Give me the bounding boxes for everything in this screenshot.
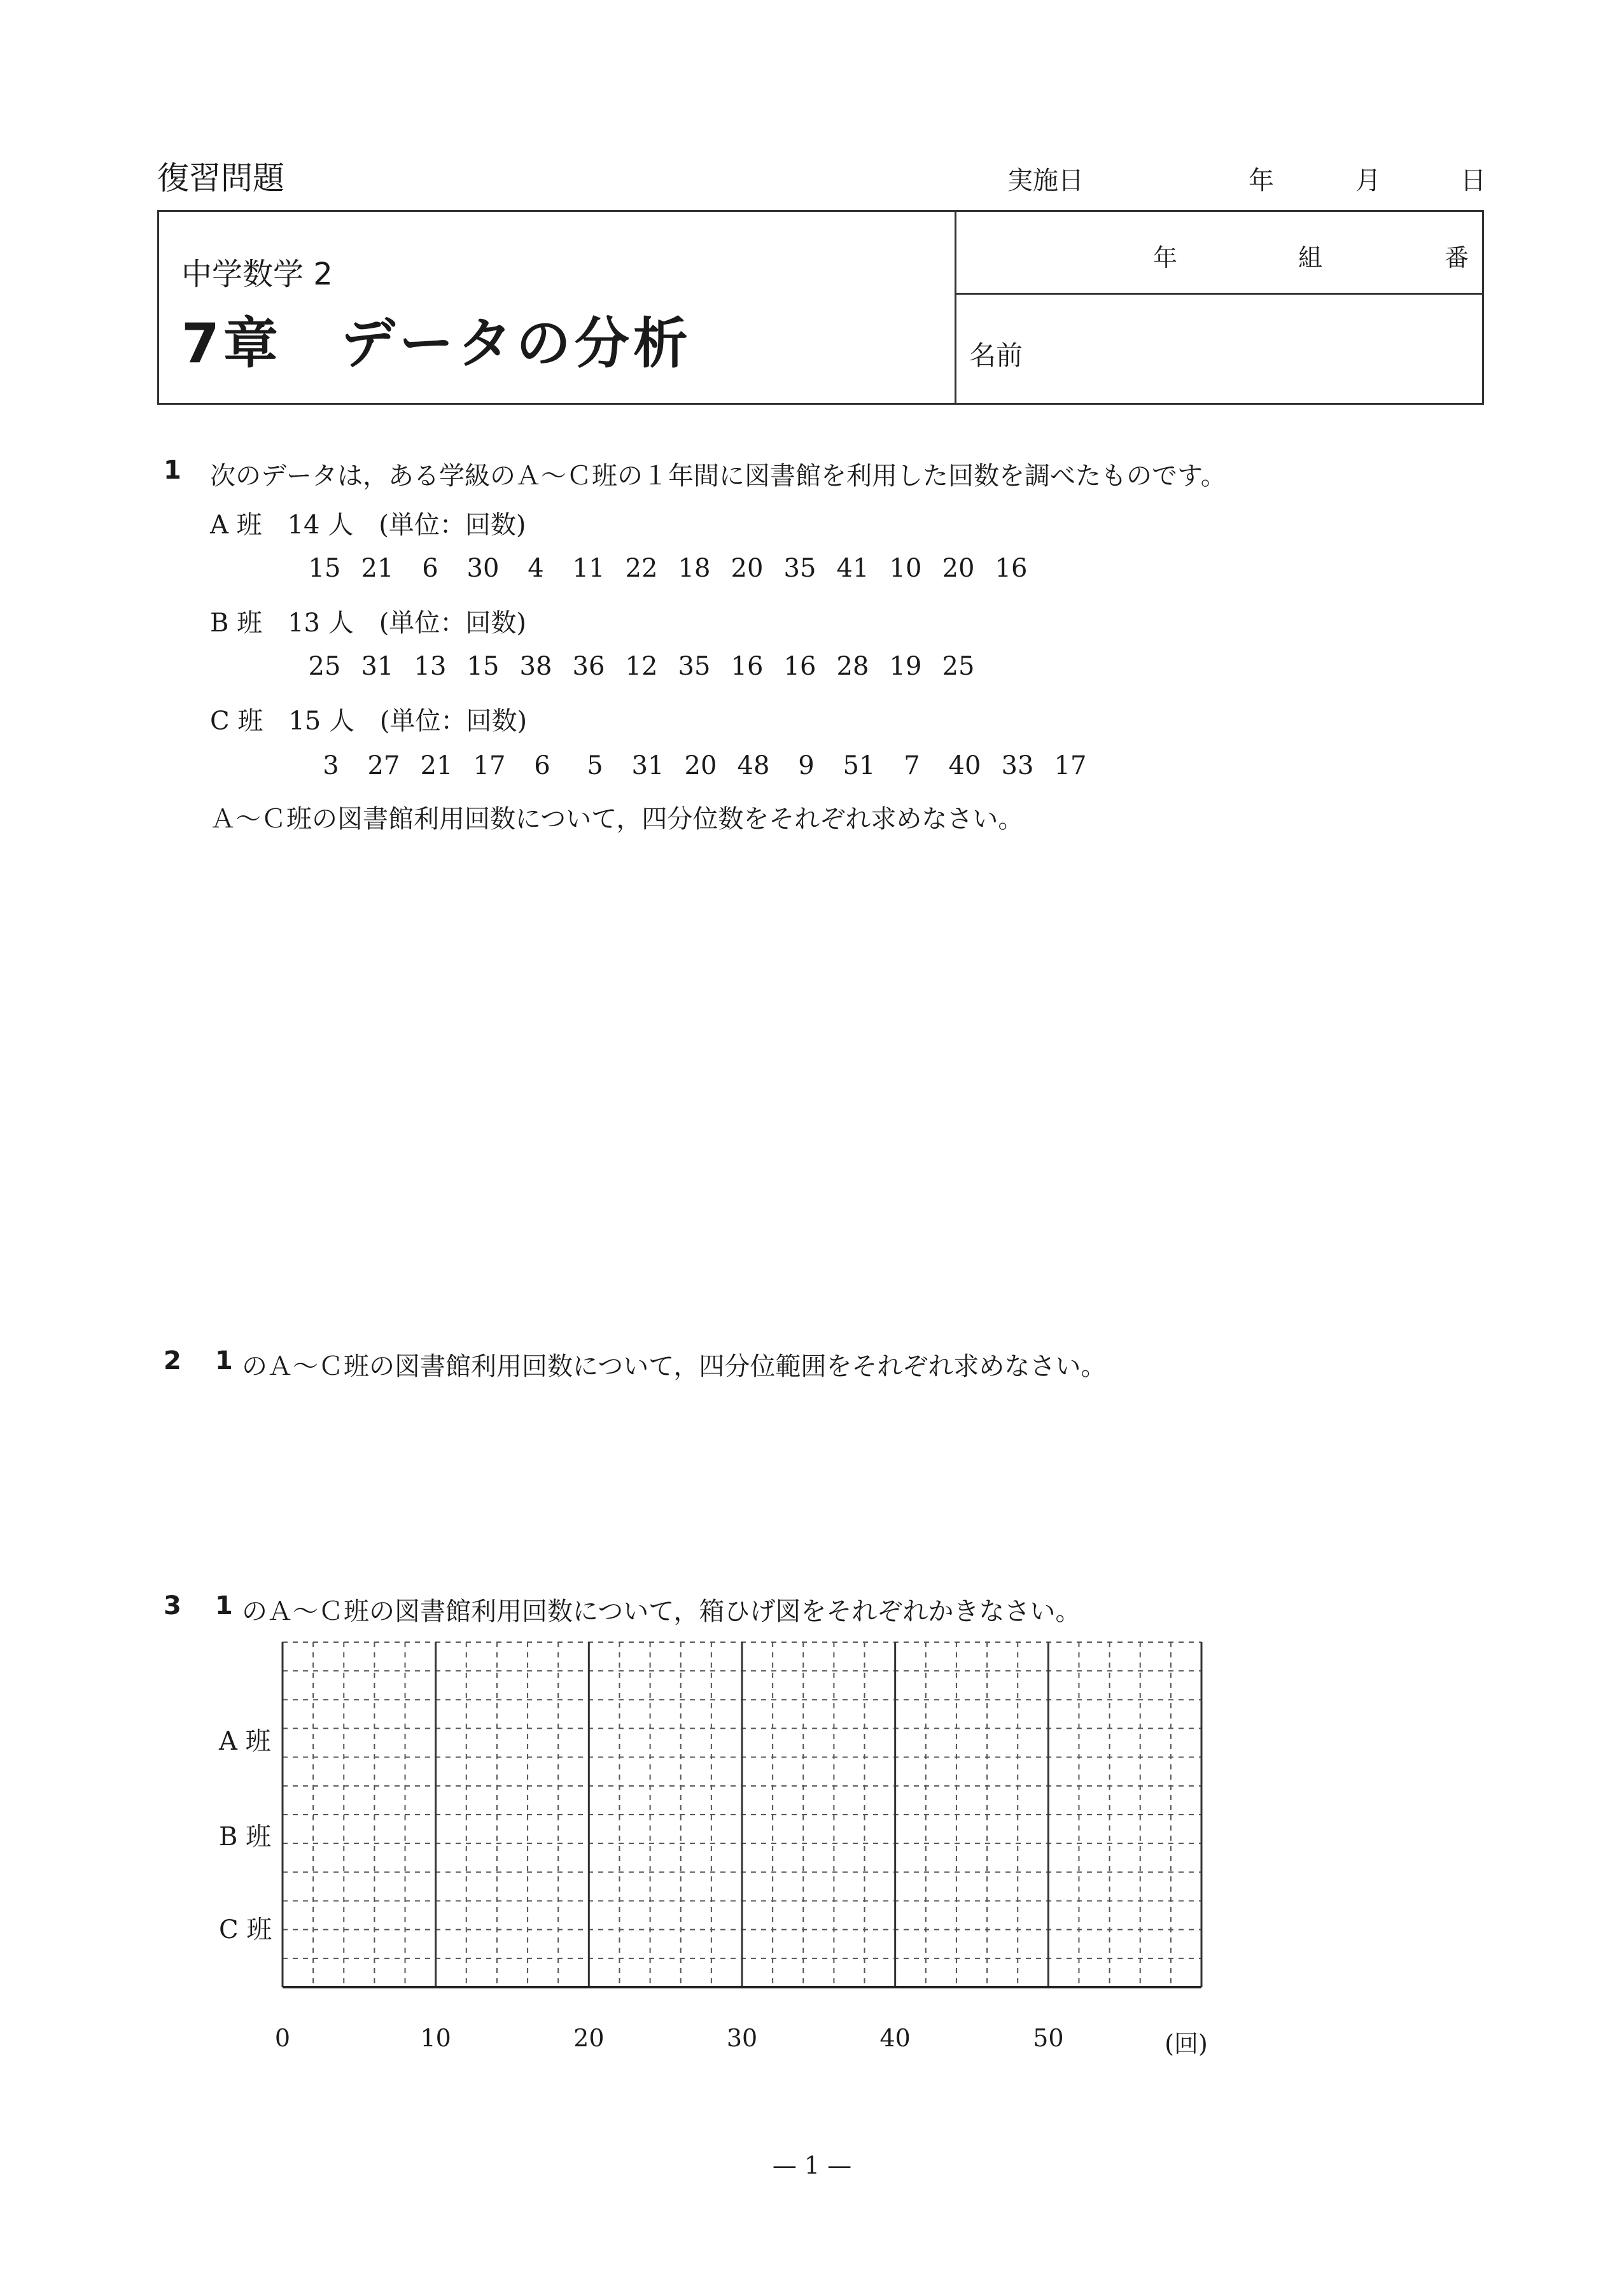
student-name-field[interactable]: 名前: [969, 340, 1023, 371]
grid-x-unit: (回): [1165, 2030, 1208, 2058]
chapter-title: 7章 データの分析: [181, 312, 692, 376]
data-value: 11: [572, 554, 605, 583]
data-value: 22: [625, 554, 658, 583]
data-value: 9: [798, 751, 815, 780]
grid-x-tick-label: 30: [726, 2024, 758, 2052]
data-value: 25: [308, 652, 341, 681]
q1-number: 1: [164, 456, 181, 485]
grid-x-tick-label: 50: [1033, 2024, 1064, 2052]
data-value: 21: [420, 751, 453, 780]
data-value: 28: [836, 652, 869, 681]
q2-text: のＡ～Ｃ班の図書館利用回数について，四分位範囲をそれぞれ求めなさい。: [242, 1352, 1107, 1381]
data-value: 33: [1001, 751, 1034, 780]
q1-intro: 次のデータは，ある学級のＡ～Ｃ班の１年間に図書館を利用した回数を調べたものです。: [210, 461, 1226, 491]
group-c-label: C 班 15 人 (単位：回数): [210, 707, 528, 736]
data-value: 16: [783, 652, 816, 681]
data-value: 20: [942, 554, 975, 583]
grid-row-label-b: B 班: [219, 1822, 272, 1852]
grid-x-tick-label: 20: [573, 2024, 605, 2052]
q3-number: 3: [164, 1591, 181, 1621]
data-value: 3: [323, 751, 339, 780]
date-month-label: 月: [1355, 166, 1381, 195]
data-value: 48: [737, 751, 770, 780]
data-value: 6: [422, 554, 438, 583]
data-value: 21: [361, 554, 394, 583]
data-value: 18: [678, 554, 711, 583]
date-year-label: 年: [1249, 166, 1274, 195]
data-value: 27: [367, 751, 400, 780]
group-a-label: A 班 14 人 (単位：回数): [210, 510, 526, 540]
data-value: 4: [528, 554, 544, 583]
grid-x-tick-label: 40: [879, 2024, 911, 2052]
date-day-label: 日: [1460, 166, 1486, 195]
data-value: 17: [473, 751, 506, 780]
data-value: 30: [466, 554, 500, 583]
data-value: 25: [942, 652, 975, 681]
grid-x-tick-label: 0: [274, 2024, 291, 2052]
data-value: 38: [519, 652, 552, 681]
data-value: 15: [466, 652, 500, 681]
data-value: 20: [684, 751, 717, 780]
data-value: 13: [414, 652, 447, 681]
data-value: 40: [948, 751, 981, 780]
data-value: 31: [361, 652, 394, 681]
data-value: 51: [843, 751, 876, 780]
data-value: 20: [731, 554, 764, 583]
grid-x-tick-label: 10: [420, 2024, 451, 2052]
data-value: 15: [308, 554, 341, 583]
data-value: 35: [783, 554, 816, 583]
page-number: — 1 —: [772, 2151, 852, 2179]
data-value: 5: [587, 751, 603, 780]
data-value: 12: [625, 652, 658, 681]
student-number-field[interactable]: 番: [1445, 244, 1469, 272]
date-label: 実施日: [1007, 166, 1084, 195]
data-value: 31: [631, 751, 664, 780]
q3-ref: 1: [215, 1591, 233, 1621]
student-year-field[interactable]: 年: [1153, 244, 1178, 272]
q1-question: Ａ～Ｃ班の図書館利用回数について，四分位数をそれぞれ求めなさい。: [210, 805, 1024, 834]
grid-row-label-a: A 班: [219, 1727, 271, 1756]
q2-ref: 1: [215, 1346, 233, 1375]
q2-number: 2: [164, 1346, 181, 1375]
data-value: 16: [731, 652, 764, 681]
data-value: 16: [995, 554, 1028, 583]
q3-text: のＡ～Ｃ班の図書館利用回数について，箱ひげ図をそれぞれかきなさい。: [242, 1597, 1081, 1626]
worksheet-type: 復習問題: [157, 160, 284, 197]
data-value: 17: [1054, 751, 1087, 780]
data-value: 6: [534, 751, 550, 780]
data-value: 10: [889, 554, 922, 583]
grid-row-label-c: C 班: [219, 1915, 272, 1944]
group-b-label: B 班 13 人 (単位：回数): [210, 608, 526, 638]
data-value: 41: [836, 554, 869, 583]
data-value: 7: [904, 751, 920, 780]
data-value: 36: [572, 652, 605, 681]
data-value: 19: [889, 652, 922, 681]
data-value: 35: [678, 652, 711, 681]
subject-title: 中学数学 2: [181, 257, 333, 292]
student-class-field[interactable]: 組: [1298, 244, 1323, 272]
